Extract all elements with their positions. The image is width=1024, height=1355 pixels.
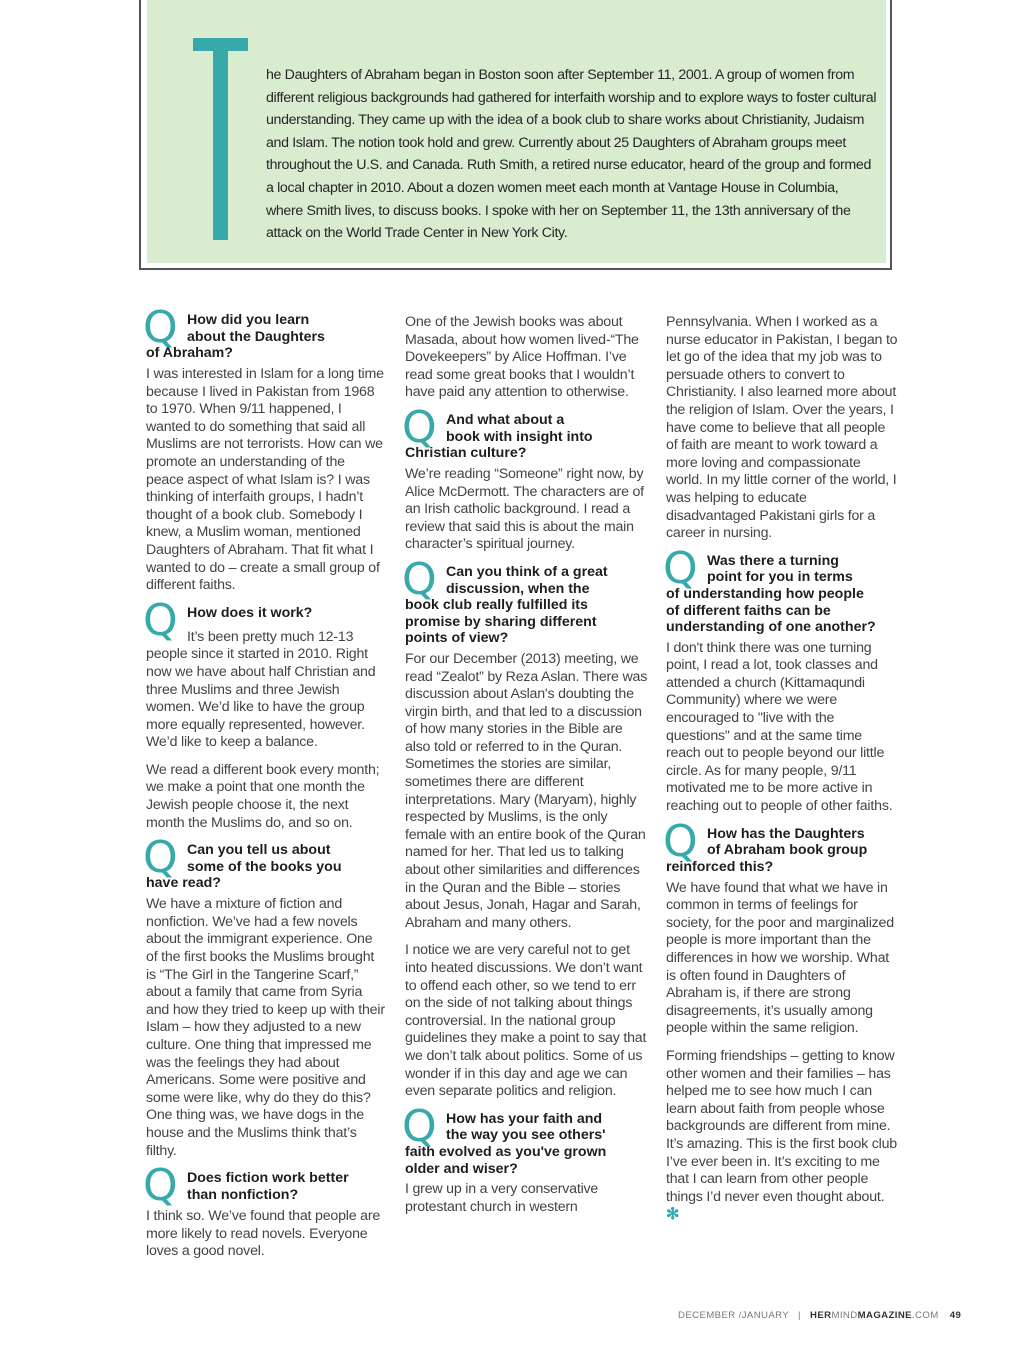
column-3 [663,312,900,1235]
question-line: Does fiction work better [187,1170,349,1187]
question-line: How has your faith and [446,1110,603,1127]
question-4 [143,1160,386,1212]
answer-8: I don't think there was one turning point, I read a lot, took classes and attended a church (Kittamaqundi Community) where we were encouraged to "live with the questions" and at the same time reach out to people beyond our little circle. As for many people, 9/11 motivated me to be more active in reaching out to people of other faiths. [666,639,893,815]
question-line: How does it work? [187,604,313,621]
question-line: about the Daughters [187,328,325,345]
column-2 [402,312,649,1226]
answer-7: I grew up in a very conservative protestant church in western [405,1181,599,1215]
question-line: understanding of one another? [666,619,876,636]
question-6 [402,553,649,647]
question-mark-q: Q [143,302,178,353]
question-mark-q: Q [663,815,698,867]
answer-2a: It’s been pretty much 12-13 people since it started in 2010. Right now we have about half Christian and three Muslims and three Jewish women. We’d like to have the group more equally represented, however. We’d like to keep a balance. [146,628,376,751]
site-part: .COM [911,1310,939,1321]
question-8 [663,542,900,636]
question-3 [143,832,386,892]
question-line: of different faiths can be [666,602,831,619]
question-line: of Abraham book group [707,842,868,859]
question-line: point for you in terms [707,569,853,586]
footer-separator: | [798,1310,801,1321]
question-mark-q: Q [402,1100,437,1152]
site-part: HER [810,1310,832,1321]
question-7 [402,1100,649,1177]
question-1 [143,302,386,362]
answer-7-continued: Pennsylvania. When I worked as a nurse educator in Pakistan, I began to let go of the idea that my job was to persuade others to convert to Christianity. I also learned more about the religion of Islam. Over the years, I have come to believe that all people of faith are meant to work toward a more loving and compassionate world. In my little corner of the world, I was helping to educate disadvantaged Pakistani girls for a career in nursing. [666,314,898,542]
answer-2b: We read a different book every month; we make a point that one month the Jewish people choose it, the next month the Muslims do, and so on. [146,761,380,831]
answer-6b: I notice we are very careful not to get into heated discussions. We don’t want to offend each other, so we tend to err on the side of not talking about things controversial. In the national group guidelines they make a point to say that we don’t talk about politics. Some of us wonder if in this day and age we can even separate politics and religion. [405,942,647,1100]
question-line: How did you learn [187,312,310,328]
question-line: have read? [146,875,221,892]
question-line: Can you think of a great [446,563,608,580]
answer-9a: We have found that what we have in common in terms of feelings for society, for the poor and marginalized people is more important than the differences in how we worship. What is often found in Daughters of Abraham is, if there are strong disagreements, it’s usually among people within the same religion. [666,879,894,1037]
answer-1: I was interested in Islam for a long time because I lived in Pakistan from 1968 to 1970. When 9/11 happened, I wanted to do something that said all Muslims are not terrorists. How can we promote an understanding of the peace aspect of what Islam is? I was thinking of interfaith groups, I hadn’t thought of a book club. Somebody I knew, a Muslim woman, mentioned Daughters of Abraham. That fit what I wanted to do – create a small group of different faiths. [146,366,384,594]
question-line: than nonfiction? [187,1186,299,1203]
answer-4: I think so. We’ve found that people are more likely to read novels. Everyone loves a good novel. [146,1208,381,1260]
page-footer [678,1310,961,1321]
question-mark-q: Q [143,594,178,646]
page-number: 49 [949,1310,962,1321]
column-1 [143,302,386,1271]
question-mark-q: Q [402,553,437,605]
question-line: Christian culture? [405,445,527,462]
site-part: MAGAZINE [857,1310,912,1321]
end-mark-icon: ✻ [666,1206,680,1224]
question-mark-q: Q [143,832,178,884]
answer-5: We’re reading “Someone” right now, by Alice McDermott. The characters are of an Irish catholic background. I read a review that said this is about the main character’s spiritual journey. [405,465,644,553]
question-5 [402,401,649,462]
answer-9b [666,1048,900,1225]
question-line: Can you tell us about [187,842,331,859]
footer-site [810,1310,939,1321]
intro-dropcap [193,38,248,240]
answer-9b-text: Forming friendships – getting to know other women and their families – has helped me to see how much I can learn about faith from people whose backgrounds are different from mine. It’s amazing. This is the first book club I’ve ever been in. It’s exciting to me that I can learn from other people things I’d never even thought about. [666,1047,897,1205]
question-line: of Abraham? [146,345,233,362]
question-line: reinforced this? [666,858,774,875]
question-mark-q: Q [663,542,698,594]
answer-continued: One of the Jewish books was about Masada, about how women lived-“The Dovekeepers” by Alice Hoffman. I’ve read some great books that I wouldn’t have paid any attention to otherwise. [405,314,639,401]
question-mark-q: Q [402,401,437,453]
question-2 [143,594,386,646]
question-line: faith evolved as you've grown [405,1143,607,1160]
question-line: book with insight into [446,428,593,445]
question-line: Was there a turning [707,552,839,569]
question-line: How has the Daughters [707,825,865,842]
question-line: discussion, when the [446,580,590,597]
question-line: book club really fulfilled its [405,597,588,614]
question-line: the way you see others' [446,1127,606,1144]
site-part: MIND [831,1310,858,1321]
answer-3: We have a mixture of fiction and nonfiction. We’ve had a few novels about the immigrant experience. One of the first books the Muslims brought is “The Girl in the Tangerine Scarf,” about a family that came from Syria and how they tried to keep up with their Islam – how they adjusted to a new culture. One thing that impressed me was the feelings they had about Americans. Some were positive and some were like, why do they do this? One thing was, we have dogs in the house and the Muslims think that’s filthy. [146,896,385,1159]
question-mark-q: Q [143,1160,178,1212]
question-line: promise by sharing different [405,613,597,630]
intro-box [139,0,892,270]
question-line: And what about a [446,411,565,428]
question-line: of understanding how people [666,585,864,602]
intro-panel [147,0,886,263]
question-line: points of view? [405,630,509,647]
intro-text: he Daughters of Abraham began in Boston soon after September 11, 2001. A group of women from different religious backgrounds had gathered for interfaith worship and to explore ways to foster cultural understanding. They came up with the idea of a book club to share works about Christianity, Judaism and Islam. The notion took hold and grew. Currently about 25 Daughters of Abraham groups meet throughout the U.S. and Canada. Ruth Smith, a retired nurse educator, heard of the group and formed a local chapter in 2010. About a dozen women meet each month at Vantage House in Columbia, where Smith lives, to discuss books. I spoke with her on September 11, the 13th anniversary of the attack on the World Trade Center in New York City. [266,67,877,242]
question-line: some of the books you [187,858,342,875]
question-9 [663,815,900,876]
answer-6a: For our December (2013) meeting, we read “Zealot” by Reza Aslan. There was discussion about Aslan's doubting the virgin birth, and that led to a discussion of how many stories in the Bible are also told or referred to in the Quran. Sometimes the stories are similar, sometimes there are different interpretations. Mary (Maryam), highly respected by Muslims, is the only female with an entire book of the Quran named for her. That led us to talking about other similarities and differences in the Quran and the Bible – stories about Jesus, Jonah, Hagar and Sarah, Abraham and many others. [405,650,648,931]
footer-issue: DECEMBER /JANUARY [678,1310,789,1321]
question-line: older and wiser? [405,1160,518,1177]
